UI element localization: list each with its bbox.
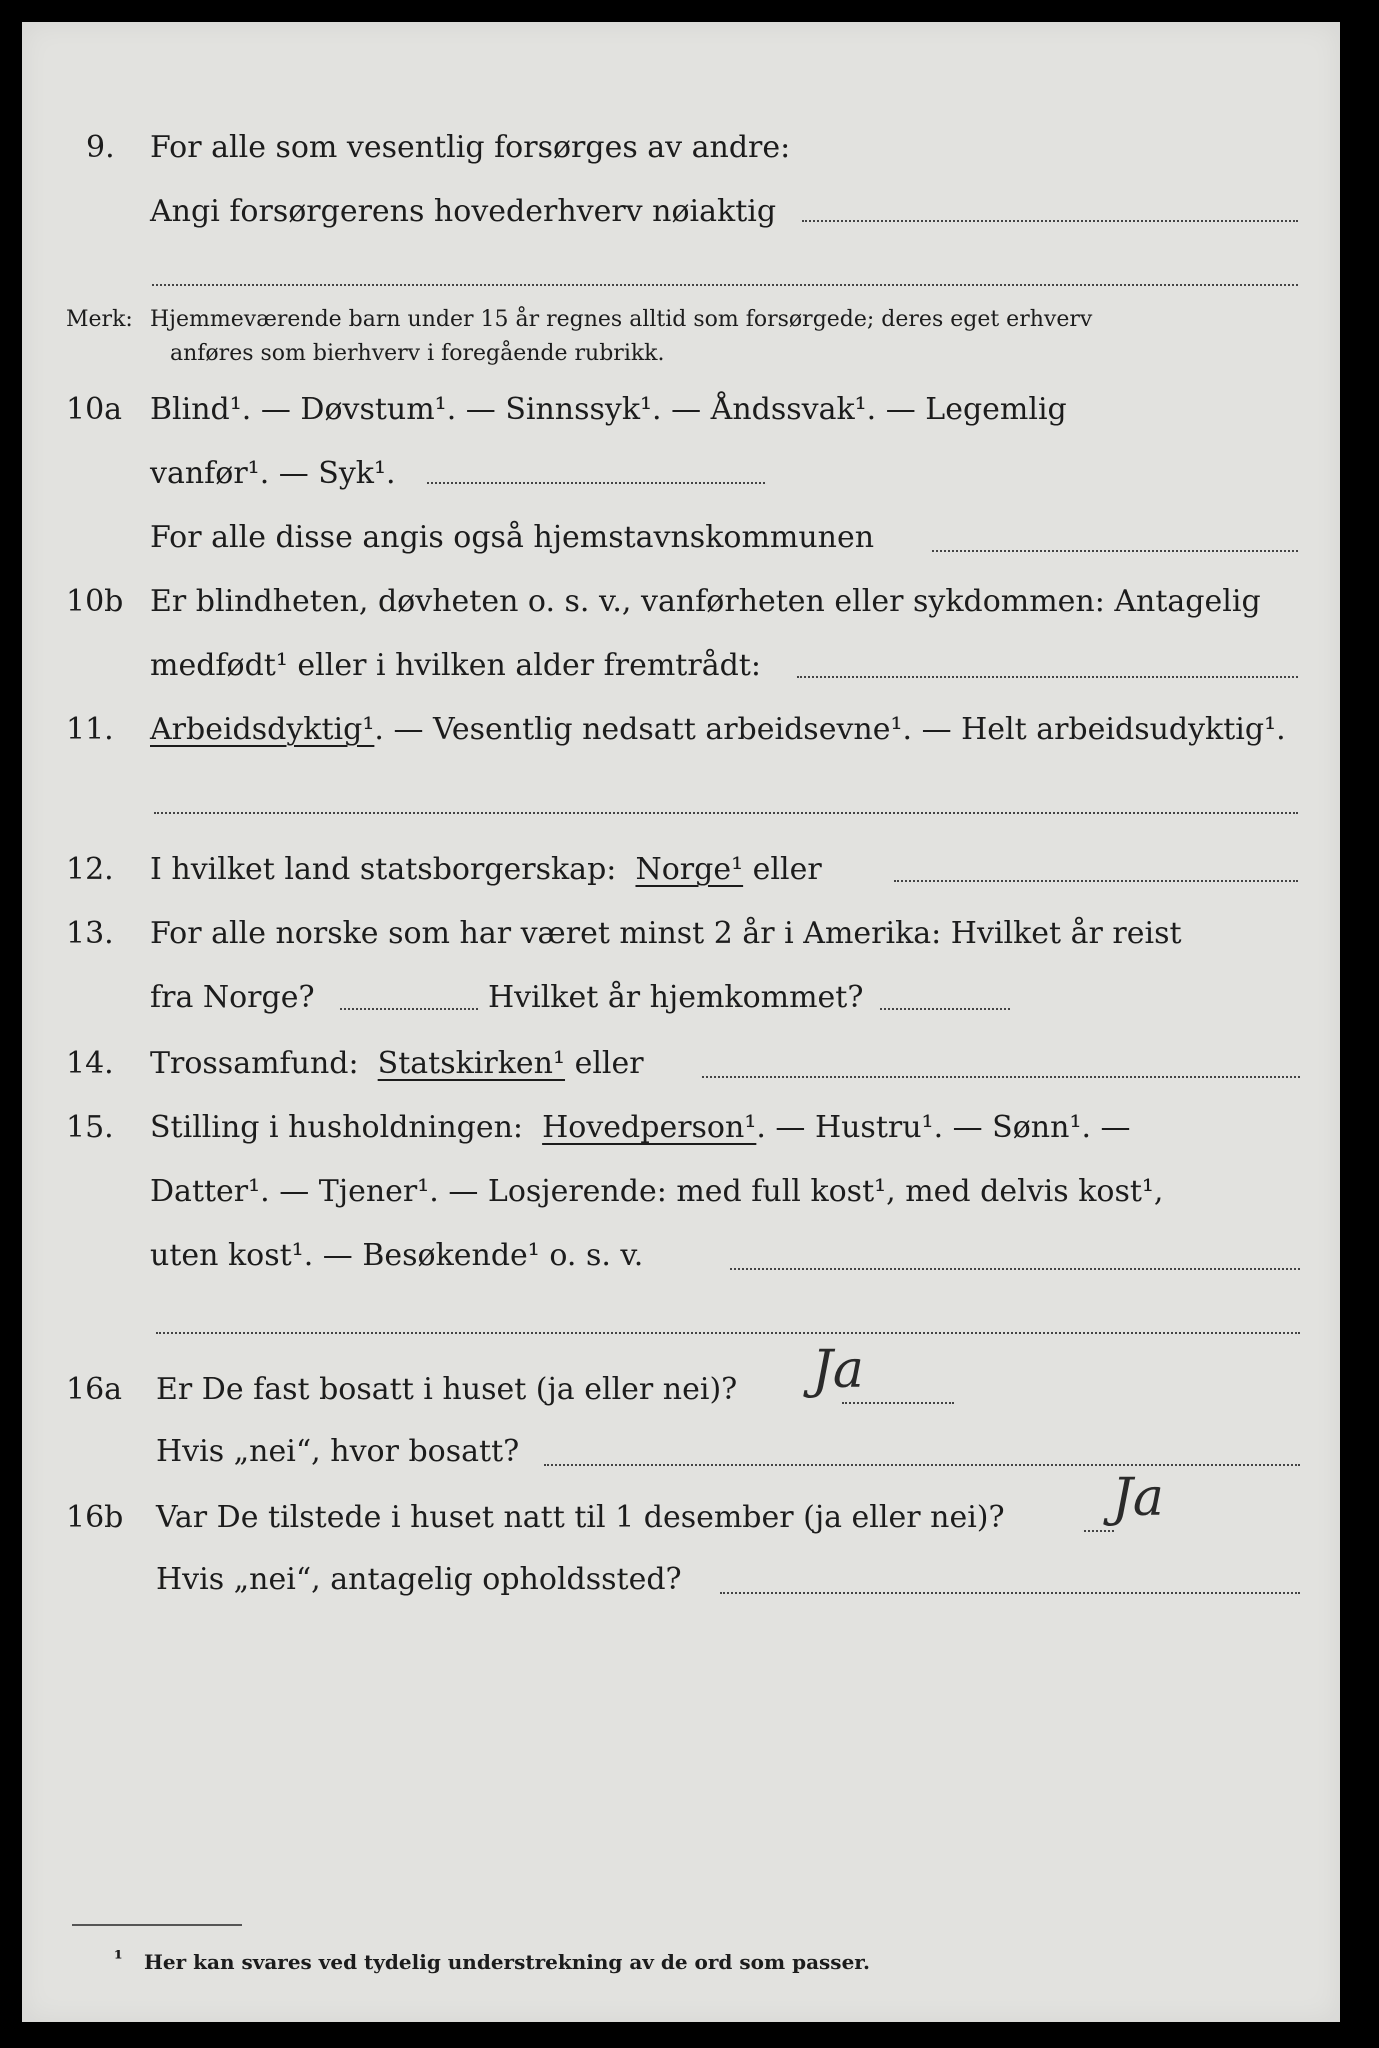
q10a-text-line2: vanfør¹. — Syk¹. xyxy=(150,456,396,491)
q10a-hjemstavn-answer-line[interactable] xyxy=(932,550,1298,552)
q15-number: 15. xyxy=(66,1110,114,1145)
footnote-rule xyxy=(72,1924,242,1926)
q16b-handwritten-answer[interactable]: Ja xyxy=(1112,1468,1164,1528)
q15-question: Stilling i husholdningen: xyxy=(150,1110,524,1145)
q15-selected-option: Hovedperson¹ xyxy=(542,1110,757,1145)
census-form-page xyxy=(22,22,1340,2022)
q10b-text-line1: Er blindheten, døvheten o. s. v., vanførheten eller sykdommen: Antagelig xyxy=(150,584,1261,619)
q12-number: 12. xyxy=(66,852,114,887)
q14-selected-option: Statskirken¹ xyxy=(377,1046,566,1081)
q13-reist-answer-line[interactable] xyxy=(340,1008,478,1010)
q14-number: 14. xyxy=(66,1046,114,1081)
q13-number: 13. xyxy=(66,916,114,951)
q13-text-line2a: fra Norge? xyxy=(150,980,315,1015)
q13-text-line2b: Hvilket år hjemkommet? xyxy=(488,980,864,1015)
q10a-number: 10a xyxy=(66,392,123,427)
q12-eller: eller xyxy=(752,852,822,887)
q9-answer-line-2[interactable] xyxy=(152,284,1298,286)
q10b-number: 10b xyxy=(66,584,124,619)
q11-number: 11. xyxy=(66,712,114,747)
q9-number: 9. xyxy=(86,130,115,165)
q16b-text-line2: Hvis „nei“, antagelig opholdssted? xyxy=(156,1562,682,1597)
q14-text xyxy=(150,1046,644,1082)
q10b-answer-line[interactable] xyxy=(797,676,1298,678)
q14-answer-line[interactable] xyxy=(702,1076,1300,1078)
q9-answer-line[interactable] xyxy=(802,220,1298,222)
q12-answer-line[interactable] xyxy=(894,880,1298,882)
q16a-handwritten-answer[interactable]: Ja xyxy=(812,1340,864,1400)
q13-text-line1: For alle norske som har været minst 2 år i Amerika: Hvilket år reist xyxy=(150,916,1182,951)
q12-text xyxy=(150,852,822,888)
q16b-text-line1: Var De tilstede i huset natt til 1 desember (ja eller nei)? xyxy=(156,1500,1005,1535)
q9-text-line1: For alle som vesentlig forsørges av andre: xyxy=(150,130,791,165)
q13-hjemkommet-answer-line[interactable] xyxy=(880,1008,1010,1010)
q14-eller: eller xyxy=(574,1046,644,1081)
merk-label: Merk: xyxy=(66,307,133,332)
q15-text-line1 xyxy=(150,1110,1131,1146)
q15-answer-line[interactable] xyxy=(730,1268,1300,1270)
q16b-opholdssted-answer-line[interactable] xyxy=(720,1592,1300,1594)
q12-selected-option: Norge¹ xyxy=(635,852,744,887)
q14-question: Trossamfund: xyxy=(150,1046,359,1081)
q16a-number: 16a xyxy=(66,1372,123,1407)
q10a-text-line1: Blind¹. — Døvstum¹. — Sinnssyk¹. — Åndssvak¹. — Legemlig xyxy=(150,392,1067,427)
q15-other-options: . — Hustru¹. — Sønn¹. — xyxy=(756,1110,1131,1145)
q16a-answer-line[interactable] xyxy=(842,1402,954,1404)
q16b-number: 16b xyxy=(66,1500,124,1535)
footnote-text: Her kan svares ved tydelig understrekning av de ord som passer. xyxy=(144,1950,870,1974)
q11-selected-option: Arbeidsdyktig¹ xyxy=(150,712,375,747)
q16a-bosatt-answer-line[interactable] xyxy=(544,1464,1300,1466)
q9-text-line2: Angi forsørgerens hovederhverv nøiaktig xyxy=(150,194,777,229)
merk-text-line1: Hjemmeværende barn under 15 år regnes alltid som forsørgede; deres eget erhverv xyxy=(150,307,1093,332)
q16a-text-line2: Hvis „nei“, hvor bosatt? xyxy=(156,1434,520,1469)
q15-text-line2: Datter¹. — Tjener¹. — Losjerende: med full kost¹, med delvis kost¹, xyxy=(150,1174,1164,1209)
q11-answer-line[interactable] xyxy=(154,812,1298,814)
q11-text xyxy=(150,712,1286,748)
merk-text-line2: anføres som bierhverv i foregående rubrikk. xyxy=(170,341,665,366)
q15-text-line3: uten kost¹. — Besøkende¹ o. s. v. xyxy=(150,1238,644,1273)
q16b-answer-line[interactable] xyxy=(1084,1530,1114,1532)
q10a-text-line3: For alle disse angis også hjemstavnskommunen xyxy=(150,520,875,555)
q12-question: I hvilket land statsborgerskap: xyxy=(150,852,617,887)
q10a-syk-answer-line[interactable] xyxy=(427,482,765,484)
q16a-text-line1: Er De fast bosatt i huset (ja eller nei)? xyxy=(156,1372,738,1407)
q10b-text-line2: medfødt¹ eller i hvilken alder fremtrådt: xyxy=(150,648,761,683)
footnote-marker: ¹ xyxy=(114,1946,123,1970)
q11-other-options: . — Vesentlig nedsatt arbeidsevne¹. — Helt arbeidsudyktig¹. xyxy=(374,712,1286,747)
q15-answer-line-2[interactable] xyxy=(156,1332,1300,1334)
